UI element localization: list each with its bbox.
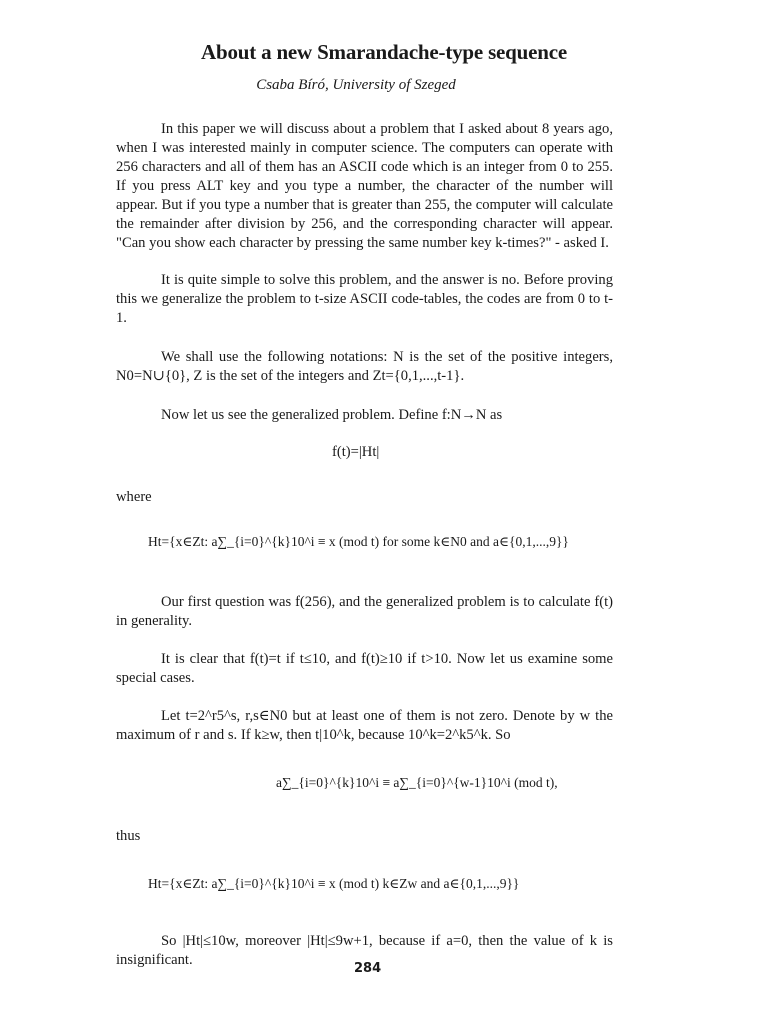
paragraph-2: It is quite simple to solve this problem, and the answer is no. Before proving this we generalize the problem to t-size ASCII code-tables, the codes are from 0 to t-1. <box>116 272 613 326</box>
formula-f-definition: f(t)=|Ht| <box>332 444 380 460</box>
paragraph-7: Let t=2^r5^s, r,s∈N0 but at least one of them is not zero. Denote by w the maximum of r and s. If k≥w, then t|10^k, because 10^k=2^k5^k. So <box>116 708 613 743</box>
paper-author: Csaba Bíró, University of Szeged <box>256 77 456 93</box>
paper-title: About a new Smarandache-type sequence <box>201 40 567 64</box>
formula-H-restricted: Ht={x∈Zt: a∑_{i=0}^{k}10^i ≡ x (mod t) k∈Zw and a∈{0,1,...,9}} <box>148 876 520 891</box>
formula-sum-congruence: a∑_{i=0}^{k}10^i ≡ a∑_{i=0}^{w-1}10^i (mod t), <box>276 775 558 790</box>
paragraph-4: Now let us see the generalized problem. Define f:N→N as <box>161 407 503 423</box>
paragraph-8: So |Ht|≤10w, moreover |Ht|≤9w+1, because if a=0, then the value of k is insignificant. <box>116 933 613 968</box>
paragraph-1: In this paper we will discuss about a problem that I asked about 8 years ago, when I was interested mainly in computer science. The computers can operate with 256 characters and all of them has an ASCII code which is an integer from 0 to 255. If you press ALT key and you type a number, the character of the number will appear. But if you type a number that is greater than 255, the computer will calculate the remainder after division by 256, and the corresponding character will appear. "Can you show each character by pressing the same number key k-times?" - asked I. <box>116 121 613 251</box>
page-number: 284 <box>354 961 382 976</box>
thus-label: thus <box>116 828 141 844</box>
paragraph-6: It is clear that f(t)=t if t≤10, and f(t)≥10 if t>10. Now let us examine some special cases. <box>116 651 613 686</box>
paragraph-5: Our first question was f(256), and the generalized problem is to calculate f(t) in generality. <box>116 594 613 629</box>
paragraph-3: We shall use the following notations: N is the set of the positive integers, N0=N∪{0}, Z is the set of the integers and Zt={0,1,...,t-1}. <box>116 349 613 384</box>
formula-H-definition: Ht={x∈Zt: a∑_{i=0}^{k}10^i ≡ x (mod t) for some k∈N0 and a∈{0,1,...,9}} <box>148 534 569 549</box>
where-label: where <box>116 489 152 505</box>
